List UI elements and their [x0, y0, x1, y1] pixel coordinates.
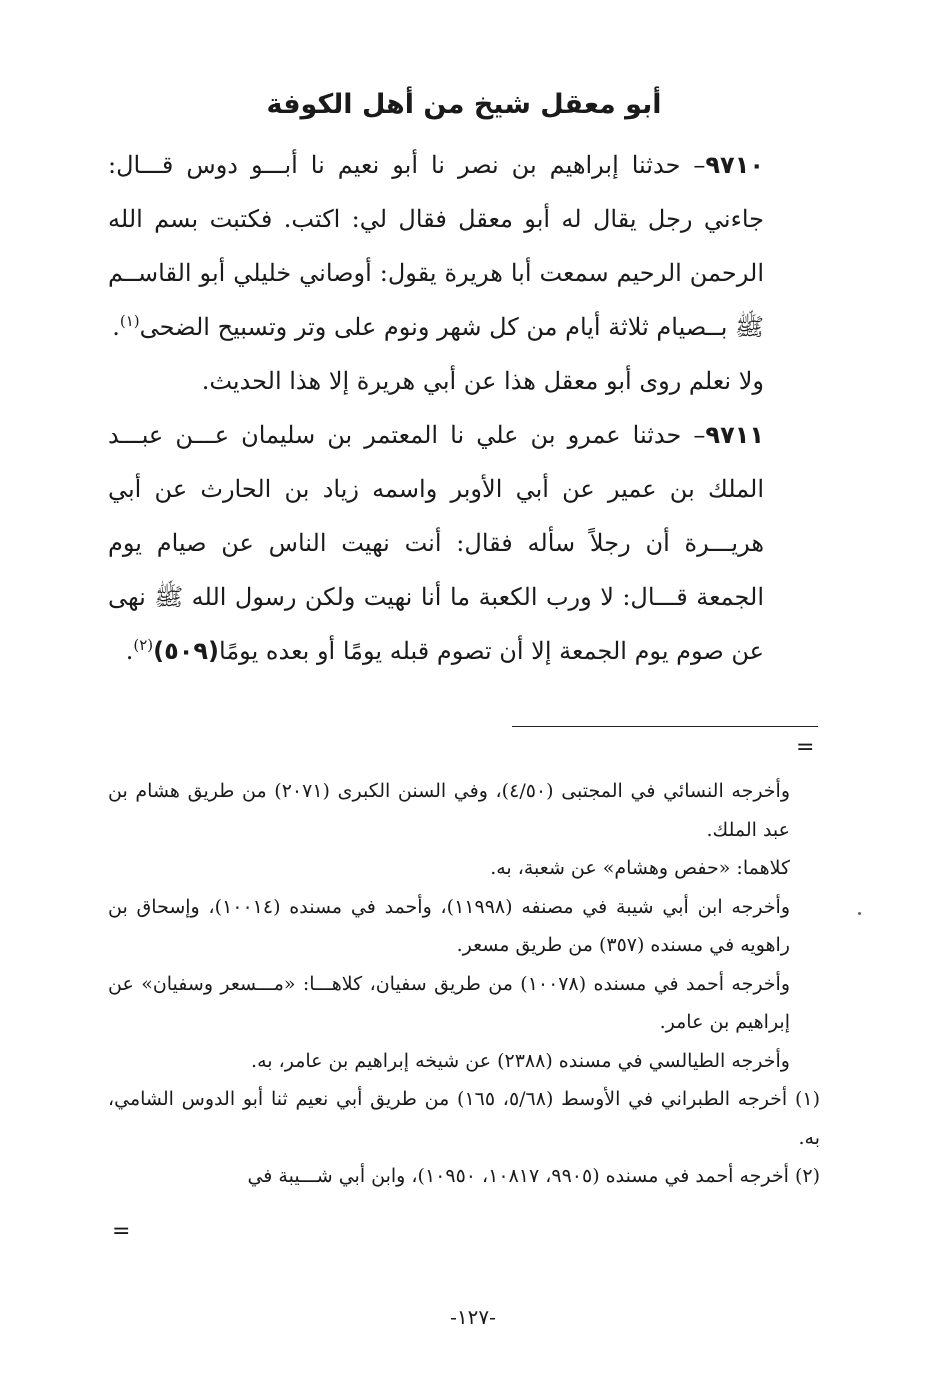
numbered-footnote — [108, 1080, 820, 1157]
hadith-number: ٩٧١٠ — [705, 151, 764, 179]
hadith-end: . — [125, 637, 134, 665]
footnote-number: (٢) — [794, 1165, 820, 1187]
footnote-marker: (١) — [119, 312, 140, 330]
hadith-9711 — [108, 408, 820, 678]
page-number: -١٢٧- — [450, 1305, 496, 1329]
continuation-mark-top: = — [796, 735, 815, 760]
footnote-paragraph: وأخرجه ابن أبي شيبة في مصنفه (١١٩٩٨)، وأحمد في مسنده (١٠٠١٤)، وإسحاق بن راهويه في مسنده (٣٥٧) من طريق مسعر. — [108, 895, 791, 956]
footnote-paragraph: وأخرجه أحمد في مسنده (١٠٠٧٨) من طريق سفيان، كلاهـــا: «مـــسعر وسفيان» عن إبراهيم بن عامر. — [108, 972, 791, 1033]
main-text — [108, 138, 820, 678]
hadith-text: – حدثنا إبراهيم بن نصر نا أبو نعيم نا أبـــو دوس قـــال: جاءني رجل يقال له أبو معقل فقال لي: اكتب. فكتبت بسم الله الرحمن الرحيم سمعت أبا هريرة يقول: أوصاني خليلي أبو القاســم ﷺ بــصيام ثلاثة أيام من كل شهر ونوم على وتر وتسبيح الضحى — [108, 151, 765, 341]
continuation-mark-bottom: = — [112, 1219, 131, 1244]
footnote-number: (١) — [794, 1088, 821, 1110]
footnote-paragraph: وأخرجه الطيالسي في مسنده (٢٣٨٨) عن شيخه إبراهيم بن عامر، به. — [251, 1049, 790, 1072]
footnote-text: أخرجه أحمد في مسنده (٩٩٠٥، ١٠٨١٧، ١٠٩٥٠)، وابن أبي شـــيبة في — [247, 1165, 789, 1187]
hadith-number: ٩٧١١ — [705, 421, 765, 449]
hadith-end: . — [112, 313, 120, 341]
footnotes — [108, 772, 820, 1196]
footnote-text: أخرجه الطبراني في الأوسط (٥/٦٨، ١٦٥) من طريق أبي نعيم ثنا أبو الدوس الشامي، به. — [108, 1088, 820, 1149]
numbered-footnote — [108, 1157, 820, 1196]
footnote-marker: (٢) — [133, 636, 154, 654]
footnote-paragraph: كلاهما: «حفص وهشام» عن شعبة، به. — [490, 857, 790, 879]
footnote-paragraph: وأخرجه النسائي في المجتبى (٤/٥٠)، وفي السنن الكبرى (٢٠٧١) من طريق هشام بن عبد الملك. — [108, 780, 791, 841]
hadith-text: – حدثنا عمرو بن علي نا المعتمر بن سليمان عـــن عبـــد الملك بن عمير عن أبي الأوبر واسمه زياد بن الحارث عن أبي هريـــرة أن رجلاً سأله فقال: أنت نهيت الناس عن صيام يوم الجمعة قـــال: لا ورب الكعبة ما أنا نهيت ولكن رسول الله ﷺ نهى عن صوم يوم الجمعة إلا أن تصوم قبله يومًا أو بعده يومًا — [108, 421, 764, 665]
chapter-title: أبو معقل شيخ من أهل الكوفة — [266, 89, 662, 120]
hadith-9710 — [108, 138, 820, 354]
reference-number: (٥٠٩) — [153, 637, 220, 665]
footnote-separator — [512, 726, 818, 727]
scan-dot — [858, 912, 861, 915]
page-body — [108, 80, 820, 678]
hadith-comment: ولا نعلم روى أبو معقل هذا عن أبي هريرة إلا هذا الحديث. — [201, 367, 764, 395]
